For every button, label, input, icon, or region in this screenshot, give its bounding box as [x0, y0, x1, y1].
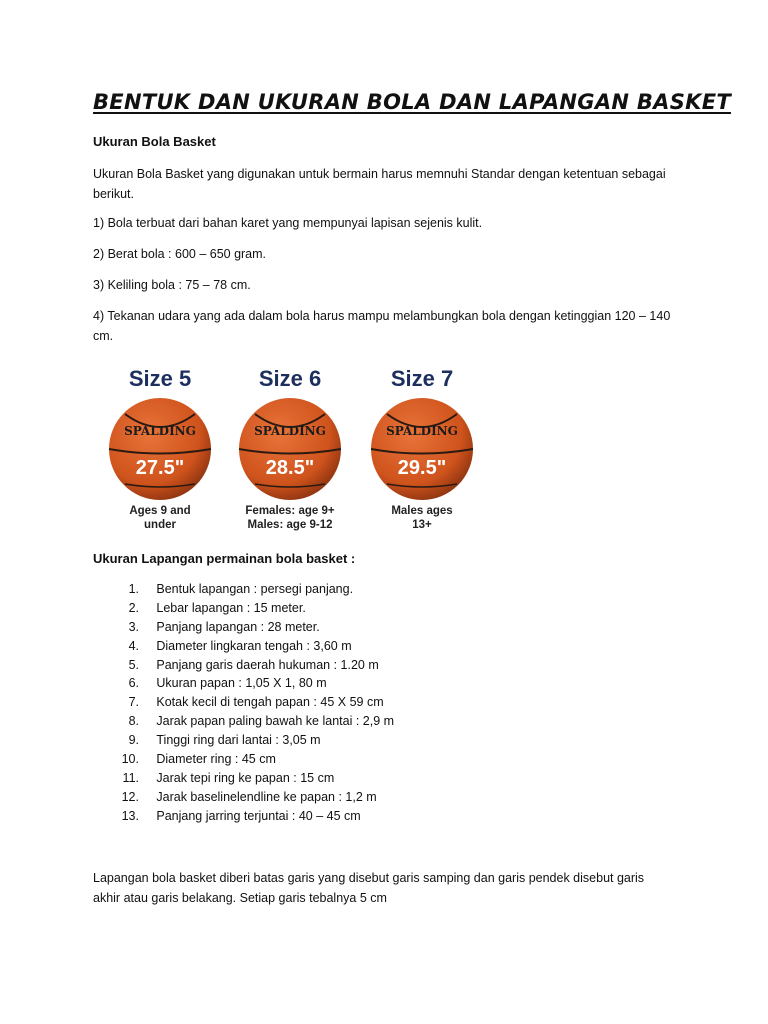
list-item-text: Panjang garis daerah hukuman : 1.20 m — [156, 657, 379, 672]
list-item-text: Diameter ring : 45 cm — [156, 752, 276, 767]
ball-intro-paragraph: Ukuran Bola Basket yang digunakan untuk bermain harus memnuhi Standar dengan ketentuan sebagai berikut. — [93, 167, 666, 201]
court-size-heading: Ukuran Lapangan permainan bola basket : — [93, 551, 356, 566]
page-title: BENTUK DAN UKURAN BOLA DAN LAPANGAN BASKET — [93, 90, 731, 114]
ball-brand-text: SPALDING — [254, 424, 326, 438]
ball-caption-line-2: 13+ — [412, 519, 432, 531]
list-item-text: Tinggi ring dari lantai : 3,05 m — [156, 733, 321, 748]
list-item-text: Diameter lingkaran tengah : 3,60 m — [156, 638, 352, 653]
ball-caption-line-1: Females: age 9+ — [245, 505, 335, 517]
list-item-text: Jarak papan paling bawah ke lantai : 2,9 m — [156, 714, 395, 729]
ball-rule-1: 1) Bola terbuat dari bahan karet yang mempunyai lapisan sejenis kulit. — [93, 216, 483, 230]
ball-rule-3: 3) Keliling bola : 75 – 78 cm. — [93, 278, 251, 292]
list-item-number: 2. — [128, 600, 139, 615]
list-item — [93, 750, 394, 769]
ball-circumference-text: 29.5" — [397, 457, 447, 479]
list-item-number: 8. — [128, 714, 139, 729]
list-item-text: Kotak kecil di tengah papan : 45 X 59 cm — [156, 695, 384, 710]
list-item — [93, 674, 394, 693]
list-item — [93, 731, 394, 750]
list-item-number: 11. — [122, 770, 139, 785]
list-item-text: Jarak baselinelendline ke papan : 1,2 m — [156, 789, 377, 804]
ball-size-label: Size 6 — [258, 366, 322, 391]
ball-figure-size-7 — [357, 362, 487, 532]
ball-caption-line-1: Males ages — [391, 505, 453, 517]
list-item — [93, 656, 394, 675]
list-item-text: Lebar lapangan : 15 meter. — [156, 600, 306, 615]
list-item-text: Ukuran papan : 1,05 X 1, 80 m — [156, 676, 327, 691]
court-measurements-list — [93, 580, 394, 826]
list-item-number: 3. — [128, 619, 139, 634]
list-item-number: 1. — [128, 582, 139, 596]
ball-caption — [357, 504, 487, 532]
ball-caption — [225, 504, 355, 532]
list-item-text: Panjang lapangan : 28 meter. — [156, 619, 320, 634]
ball-caption-line-2: under — [144, 519, 176, 531]
list-item — [93, 693, 394, 712]
ball-caption-line-2: Males: age 9-12 — [247, 519, 333, 531]
ball-brand-text: SPALDING — [386, 424, 458, 438]
list-item-number: 9. — [128, 733, 139, 748]
list-item-number: 13. — [121, 808, 139, 823]
list-item — [93, 788, 394, 807]
ball-size-heading: Ukuran Bola Basket — [93, 134, 216, 149]
list-item — [93, 807, 394, 826]
list-item-number: 5. — [128, 657, 139, 672]
ball-figure-size-6 — [225, 362, 355, 532]
ball-size-label: Size 5 — [128, 366, 192, 391]
basketball-icon — [237, 396, 343, 502]
ball-rule-4: 4) Tekanan udara yang ada dalam bola harus mampu melambungkan bola dengan ketinggian 120 – 140 cm. — [93, 309, 671, 343]
list-item — [93, 637, 394, 656]
list-item-number: 4. — [128, 638, 139, 653]
ball-circumference-text: 27.5" — [135, 457, 185, 479]
list-item-number: 12. — [121, 789, 139, 804]
list-item-number: 7. — [128, 695, 139, 710]
ball-rule-2: 2) Berat bola : 600 – 650 gram. — [93, 247, 267, 261]
list-item — [93, 712, 394, 731]
list-item — [93, 580, 394, 599]
court-closing-paragraph: Lapangan bola basket diberi batas garis yang disebut garis samping dan garis pendek disebut garis akhir atau garis belakang. Setiap garis tebalnya 5 cm — [93, 871, 645, 905]
list-item-text: Panjang jarring terjuntai : 40 – 45 cm — [156, 808, 361, 823]
list-item-number: 6. — [128, 676, 139, 691]
list-item — [93, 769, 394, 788]
list-item — [93, 599, 394, 618]
basketball-sizes-figure — [95, 362, 485, 537]
list-item-text: Bentuk lapangan : persegi panjang. — [156, 582, 354, 596]
ball-figure-size-5 — [95, 362, 225, 532]
ball-caption — [95, 504, 225, 532]
ball-circumference-text: 28.5" — [265, 457, 315, 479]
list-item-text: Jarak tepi ring ke papan : 15 cm — [156, 770, 335, 785]
ball-caption-line-1: Ages 9 and — [129, 505, 191, 517]
list-item-number: 10. — [121, 752, 139, 767]
basketball-icon — [369, 396, 475, 502]
list-item — [93, 618, 394, 637]
ball-brand-text: SPALDING — [124, 424, 196, 438]
basketball-icon — [107, 396, 213, 502]
ball-size-label: Size 7 — [390, 366, 454, 391]
